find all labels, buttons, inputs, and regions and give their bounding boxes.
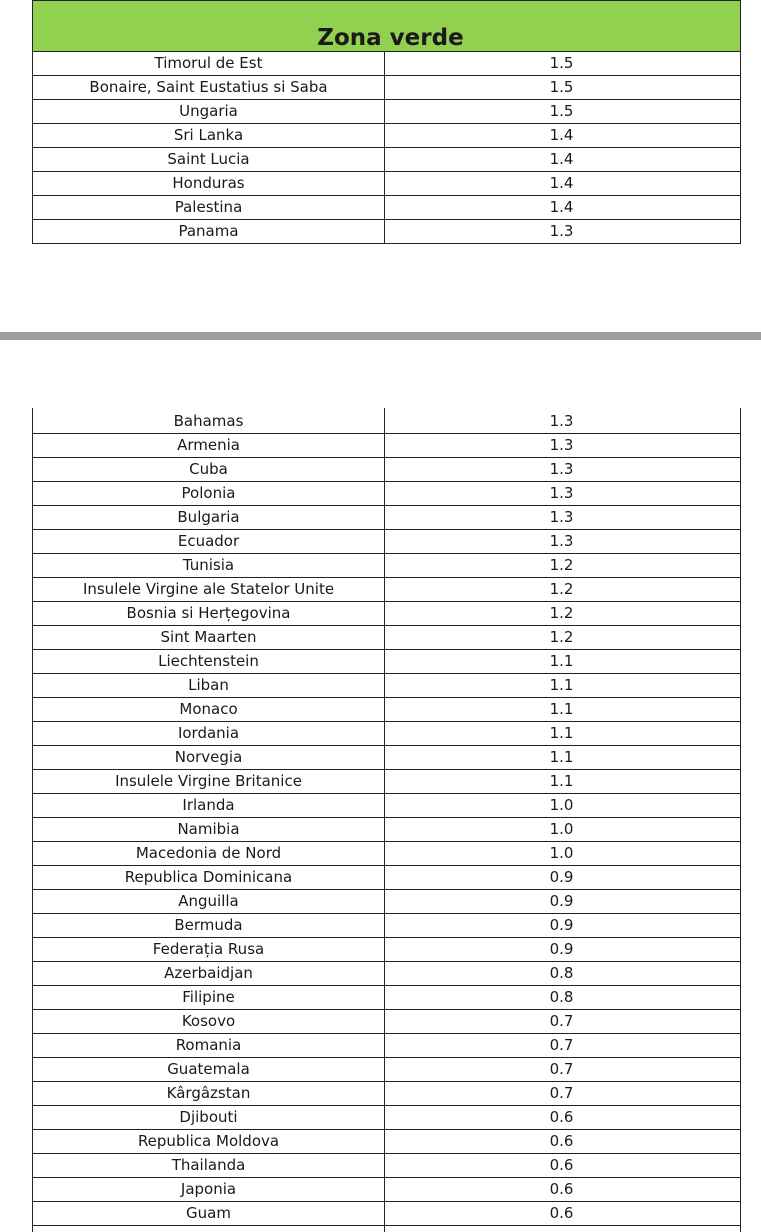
value-cell: 0.8 bbox=[549, 988, 574, 1006]
value-cell: 0.9 bbox=[549, 868, 574, 886]
country-cell: Ungaria bbox=[33, 100, 385, 123]
country-cell: Ecuador bbox=[33, 530, 385, 553]
table-row bbox=[33, 938, 740, 962]
country-cell: Djibouti bbox=[33, 1106, 385, 1129]
value-cell: 0.6 bbox=[549, 1108, 574, 1126]
table-row bbox=[33, 746, 740, 770]
value-cell: 1.5 bbox=[549, 54, 574, 72]
country-cell: Iordania bbox=[33, 722, 385, 745]
table-row bbox=[33, 650, 740, 674]
value-cell: 1.1 bbox=[549, 724, 574, 742]
value-cell: 0.6 bbox=[549, 1156, 574, 1174]
country-cell: Macedonia de Nord bbox=[33, 842, 385, 865]
table-row bbox=[33, 196, 740, 220]
value-cell: 1.0 bbox=[549, 844, 574, 862]
table-row bbox=[33, 52, 740, 76]
value-cell: 1.1 bbox=[549, 748, 574, 766]
green-zone-table-bottom bbox=[32, 408, 741, 1232]
value-cell: 0.7 bbox=[549, 1084, 574, 1102]
table-row bbox=[33, 482, 740, 506]
table-row bbox=[33, 698, 740, 722]
table-row bbox=[33, 100, 740, 124]
table-row bbox=[33, 530, 740, 554]
table-row bbox=[33, 794, 740, 818]
value-cell: 1.2 bbox=[549, 556, 574, 574]
table-row bbox=[33, 554, 740, 578]
country-cell: Guam bbox=[33, 1202, 385, 1225]
country-cell: Filipine bbox=[33, 986, 385, 1009]
table-row bbox=[33, 1130, 740, 1154]
country-cell: Federația Rusa bbox=[33, 938, 385, 961]
country-cell: Bonaire, Saint Eustatius si Saba bbox=[33, 76, 385, 99]
value-cell: 0.9 bbox=[549, 916, 574, 934]
table-row bbox=[33, 986, 740, 1010]
table-row bbox=[33, 220, 740, 244]
page-separator bbox=[0, 332, 761, 340]
value-cell: 1.4 bbox=[549, 198, 574, 216]
country-cell: Liechtenstein bbox=[33, 650, 385, 673]
table-row bbox=[33, 1082, 740, 1106]
table-row bbox=[33, 172, 740, 196]
country-cell: Bahamas bbox=[33, 408, 385, 433]
country-cell: Saint Lucia bbox=[33, 148, 385, 171]
table-row bbox=[33, 770, 740, 794]
table-row bbox=[33, 124, 740, 148]
country-cell: Insulele Virgine ale Statelor Unite bbox=[33, 578, 385, 601]
table-row bbox=[33, 408, 740, 434]
value-cell: 1.3 bbox=[549, 532, 574, 550]
table-row bbox=[33, 1106, 740, 1130]
value-cell: 0.6 bbox=[549, 1204, 574, 1222]
country-cell: Cuba bbox=[33, 458, 385, 481]
country-cell: Republica Dominicana bbox=[33, 866, 385, 889]
value-cell: 1.0 bbox=[549, 820, 574, 838]
value-cell: 1.1 bbox=[549, 772, 574, 790]
value-cell: 1.5 bbox=[549, 78, 574, 96]
country-cell: Azerbaidjan bbox=[33, 962, 385, 985]
value-cell: 0.6 bbox=[549, 1180, 574, 1198]
country-cell: Thailanda bbox=[33, 1154, 385, 1177]
table-title: Zona verde bbox=[317, 25, 464, 51]
table-row bbox=[33, 1202, 740, 1226]
country-cell: Romania bbox=[33, 1034, 385, 1057]
country-cell: Bulgaria bbox=[33, 506, 385, 529]
value-cell: 0.6 bbox=[549, 1132, 574, 1150]
country-cell: Namibia bbox=[33, 818, 385, 841]
table-body-top bbox=[33, 52, 740, 244]
table-row bbox=[33, 674, 740, 698]
table-row bbox=[33, 1058, 740, 1082]
table-body-bottom bbox=[33, 408, 740, 1226]
table-row bbox=[33, 76, 740, 100]
table-row bbox=[33, 914, 740, 938]
table-row bbox=[33, 626, 740, 650]
green-zone-table-top bbox=[32, 0, 741, 244]
country-cell: Japonia bbox=[33, 1178, 385, 1201]
country-cell: Sint Maarten bbox=[33, 626, 385, 649]
country-cell: Timorul de Est bbox=[33, 52, 385, 75]
value-cell: 1.1 bbox=[549, 676, 574, 694]
value-cell: 1.3 bbox=[549, 484, 574, 502]
table-row bbox=[33, 602, 740, 626]
country-cell: Honduras bbox=[33, 172, 385, 195]
table-row bbox=[33, 962, 740, 986]
value-cell: 0.7 bbox=[549, 1060, 574, 1078]
value-cell: 1.1 bbox=[549, 700, 574, 718]
table-row bbox=[33, 506, 740, 530]
value-cell: 1.4 bbox=[549, 150, 574, 168]
value-cell: 0.9 bbox=[549, 940, 574, 958]
table-row bbox=[33, 1010, 740, 1034]
table-row bbox=[33, 866, 740, 890]
country-cell: Armenia bbox=[33, 434, 385, 457]
country-cell: Bermuda bbox=[33, 914, 385, 937]
country-cell: Palestina bbox=[33, 196, 385, 219]
value-cell: 1.3 bbox=[549, 222, 574, 240]
value-cell: 1.3 bbox=[549, 412, 574, 430]
table-row bbox=[33, 842, 740, 866]
table-row bbox=[33, 458, 740, 482]
country-cell: Bosnia si Herțegovina bbox=[33, 602, 385, 625]
country-cell: Tunisia bbox=[33, 554, 385, 577]
country-cell: Guatemala bbox=[33, 1058, 385, 1081]
value-cell: 1.5 bbox=[549, 102, 574, 120]
value-cell: 1.2 bbox=[549, 580, 574, 598]
value-cell: 1.1 bbox=[549, 652, 574, 670]
country-cell: Monaco bbox=[33, 698, 385, 721]
country-cell: Sri Lanka bbox=[33, 124, 385, 147]
table-row bbox=[33, 148, 740, 172]
value-cell: 1.4 bbox=[549, 126, 574, 144]
value-cell: 1.3 bbox=[549, 436, 574, 454]
table-row bbox=[33, 434, 740, 458]
country-cell: Kosovo bbox=[33, 1010, 385, 1033]
country-cell: Anguilla bbox=[33, 890, 385, 913]
country-cell: Insulele Virgine Britanice bbox=[33, 770, 385, 793]
table-row bbox=[33, 1034, 740, 1058]
table-header bbox=[33, 1, 740, 52]
value-cell: 0.7 bbox=[549, 1012, 574, 1030]
table-row bbox=[33, 578, 740, 602]
country-cell: Irlanda bbox=[33, 794, 385, 817]
country-cell: Polonia bbox=[33, 482, 385, 505]
value-cell: 0.8 bbox=[549, 964, 574, 982]
value-cell: 1.4 bbox=[549, 174, 574, 192]
value-cell: 0.7 bbox=[549, 1036, 574, 1054]
country-cell: Republica Moldova bbox=[33, 1130, 385, 1153]
country-cell: Kârgâzstan bbox=[33, 1082, 385, 1105]
table-row bbox=[33, 890, 740, 914]
table-row bbox=[33, 818, 740, 842]
table-row bbox=[33, 1178, 740, 1202]
value-cell: 0.9 bbox=[549, 892, 574, 910]
value-cell: 1.3 bbox=[549, 508, 574, 526]
table-row bbox=[33, 1154, 740, 1178]
value-cell: 1.2 bbox=[549, 628, 574, 646]
value-cell: 1.3 bbox=[549, 460, 574, 478]
country-cell: Panama bbox=[33, 220, 385, 243]
table-continuation bbox=[33, 1226, 740, 1232]
country-cell: Norvegia bbox=[33, 746, 385, 769]
country-cell: Liban bbox=[33, 674, 385, 697]
value-cell: 1.0 bbox=[549, 796, 574, 814]
table-row bbox=[33, 722, 740, 746]
value-cell: 1.2 bbox=[549, 604, 574, 622]
